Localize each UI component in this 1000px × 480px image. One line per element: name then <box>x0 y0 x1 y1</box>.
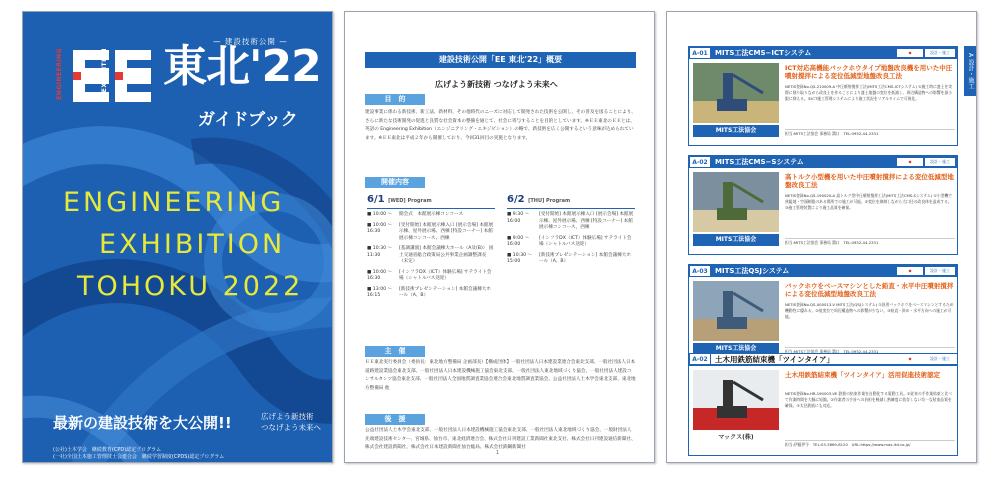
cover-vertical-engineering: ENGINEERING <box>56 48 63 100</box>
card-id: A-01 <box>689 47 711 59</box>
card-category-badge: 設計・施工 <box>925 267 955 275</box>
cover-subtitle: — 建設技術公開 — <box>213 37 288 46</box>
card-description: NETIS登録No.QS-190020-A 高トルク型中圧噴射撹拌工法(MITS工法CMS-Sシステム) ①小型機で狭隘地・空頭制限のある場所での施工が可能。②変位を抑制しながら大口径の改良体を造成する。③施工管理装置により施工品質を確保。 <box>785 193 953 210</box>
card-category-badge: 設計・施工 <box>925 355 955 363</box>
overview-tagline: 広げよう新技術 つなげよう未来へ <box>435 80 558 89</box>
technology-card <box>688 353 958 456</box>
program-item <box>367 223 495 243</box>
day2-heading: 6/2 [THU] Program <box>507 194 571 205</box>
card-subtitle: 土木用鉄筋結束機「ツインタイア」活用促進技術認定 <box>785 371 941 379</box>
company-name: マックス(株) <box>693 432 779 444</box>
program-time: ■ 10:00 〜 <box>367 212 393 217</box>
technology-card <box>688 264 958 364</box>
company-logo-icon: ◆ <box>897 158 923 166</box>
purpose-text: 建設事業に係わる新技術、新工法、新材料、その他時代のニーズに対応して開発された技術を公開し、その普及を図ることにより、さらに新たな技術開発の促進と良質な社会資本の整備を通じて、社会に寄与することを目的としています。※ＥＥ東北のＥＥとは、英語の Engineering Exhibition（エンジニアリング・エキジビション）の略で、新技術を広く公開するという意味が込められています。※ＥＥ東北は平成２年から開催しており、今回31回目の実施となります。 <box>365 110 636 141</box>
catalog-page <box>666 11 977 463</box>
technology-card <box>688 46 958 146</box>
cover-vertical-exhibition: EXHIBITION <box>101 48 108 93</box>
section-support-heading: 後 援 <box>365 414 425 425</box>
program-time: ■ 10:30 〜 11:30 <box>367 246 393 258</box>
program-desc: [受付開始] 本館展示棟入口 [展示会場] 本館展示棟、屋外展示場、西棟 [特設コーナー] 本館展示棟コンコース、西棟 <box>399 222 494 241</box>
card-contact: 担当:MITS工法協会 事務局 溝口 TEL:0952-44-2331 <box>785 347 955 355</box>
program-time: ■ 13:00 〜 16:15 <box>367 286 393 298</box>
card-title: MITS工法CMS−ICTシステム <box>715 49 812 57</box>
program-item <box>507 236 635 249</box>
program-desc: 開会式 本館展示棟コンコース <box>399 212 464 217</box>
program-desc: [新技術プレゼンテーション] 本館会議棟大ホール（A、B） <box>539 252 631 264</box>
cover-page <box>22 11 333 463</box>
card-category-badge: 設計・施工 <box>925 49 955 57</box>
company-logo-icon: ◆ <box>897 267 923 275</box>
overview-page <box>344 11 655 463</box>
company-name: MITS工法協会 <box>693 234 779 246</box>
support-text: 公益社団法人土木学会東北支部、一般社団法人日本建設機械施工協会東北支部、一般社団法人東北地域づくり協会、一般財団法人先端建設技術センター、宮城県、仙台市、東北経済連合会、株式会社日刊建設工業新聞社東北支社、株式会社日刊建設通信新聞社、株式会社建設新聞社、株式会社日本建設新聞社仙台総局、株式会社鉄鋼新聞社 <box>365 428 636 450</box>
host-text: ＥＥ東北実行委員会（委員長：東北地方整備局 企画部長）【構成団体】一般社団法人日本建設業連合会東北支部、一般社団法人日本道路建設業協会東北支部、一般社団法人日本建設機械施工協会東北支部、一般社団法人東北地域づくり協会、一般社団法人建設コンサルタンツ協会東北支部、一般社団法人全国地質調査業協会連合会東北地質調査業協会、公益社団法人土木学会東北支部、東北地方整備局 他 <box>365 360 636 391</box>
card-contact: 担当:MITS工法協会 事務局 溝口 TEL:0952-44-2331 <box>785 129 955 137</box>
program-item <box>507 253 635 266</box>
cover-event-name <box>63 182 303 308</box>
program-item <box>367 246 495 266</box>
day2-program-list <box>507 212 635 270</box>
program-desc: [インフラDX（ICT）体験広場] サテライト会場（シャトルバス送迎） <box>399 269 492 281</box>
card-description: NETIS登録No.HR-190003-VE 鉄筋の結束作業を自動化する電動工具。①従来の手作業結束と比べて作業時間を大幅に短縮。②作業者の手首への負担を軽減し熟練度に依存しない均一な結束品質を確保。③太径鉄筋にも対応。 <box>785 391 953 408</box>
card-header <box>689 265 957 277</box>
cover-line-2: EXHIBITION <box>99 229 286 260</box>
card-header <box>689 156 957 168</box>
category-side-tab: A 設計・施工 <box>964 46 976 96</box>
card-subtitle: 高トルク小型機を用いた中圧噴射撹拌による変位低減型地盤改良工法 <box>785 173 954 189</box>
program-desc: [インフラDX（ICT）体験広場] サテライト会場（シャトルバス送迎） <box>539 235 632 247</box>
card-subtitle: バックホウをベースマシンとした鉛直・水平中圧噴射撹拌による変位低減型地盤改良工法 <box>785 282 954 298</box>
card-header <box>689 47 957 59</box>
cover-footer: (公社)土木学会 継続教育(CPD)認定プログラム (一社)全国土木施工管理技士会連合会 継続学習制度(CPDS)認定プログラム <box>53 447 225 460</box>
section-host-heading: 主 催 <box>365 346 425 357</box>
card-id: A-02 <box>689 156 711 168</box>
card-title: MITS工法CMS−Sシステム <box>715 158 804 166</box>
overview-banner: 建設技術公開「EE 東北'22」概要 <box>365 52 636 68</box>
cover-line-1: ENGINEERING <box>63 187 285 218</box>
card-id: A-03 <box>689 265 711 277</box>
card-id: A-02 <box>689 353 711 365</box>
technology-card <box>688 155 958 255</box>
program-desc: [基調講演] 本館会議棟大ホール（A及(B)） 国土交通省総合政策局公共事業企画調整課長（未定） <box>399 246 494 264</box>
day2-rule <box>507 208 635 209</box>
day1-heading: 6/1 [WED] Program <box>367 194 432 205</box>
product-photo <box>693 63 779 123</box>
card-description: NETIS登録No.QS-000013-V MITS工法(QSJシステム) ①汎用バックホウをベースマシンとするため機動性に優れる。②低変位で周辺構造物への影響が少ない。③鉛直・斜め・水平方向への施工が可能。 <box>785 302 954 319</box>
company-logo-icon: ◆ <box>897 49 923 57</box>
ee-logo-mark <box>65 46 157 106</box>
program-time: ■ 9:30 〜 16:00 <box>507 212 530 224</box>
cover-line-3: TOHOKU 2022 <box>77 271 304 302</box>
section-schedule-heading: 開催内容 <box>365 177 425 188</box>
card-title: MITS工法QSJシステム <box>715 267 790 275</box>
company-name: MITS工法協会 <box>693 125 779 137</box>
product-photo <box>693 172 779 232</box>
program-item <box>507 212 635 232</box>
day1-rule <box>367 208 495 209</box>
card-subtitle: ICT対応高機能バックホウタイプ地盤改良機を用いた中圧噴射撹拌による変位低減型地盤改良工法 <box>785 64 953 80</box>
program-item <box>367 212 495 219</box>
program-time: ■ 10:00 〜 16:30 <box>367 269 393 281</box>
card-description: NETIS登録No.QS-210009-A 中圧噴射撹拌工法(MITS工法CMS-ICTシステム) ①施工時に盛土を実際に削り取りながら改良土を作ることにより盛土地盤の変位を低減し、周辺構造物への影響を最小限に抑える。②ICT施工管理システムにより施工状況をリアルタイムで可視化。 <box>785 84 953 101</box>
cover-guidebook-label: ガイドブック <box>198 110 298 130</box>
product-photo <box>693 281 779 341</box>
program-time: ■ 10:00 〜 16:30 <box>367 222 393 234</box>
program-item <box>367 287 495 300</box>
card-contact: 担当:伊藤伊予 TEL:03-3669-8120 URL:https://www.max-ltd.co.jp/ <box>785 440 955 448</box>
card-category-badge: 設計・施工 <box>925 158 955 166</box>
card-contact: 担当:MITS工法協会 事務局 溝口 TEL:0952-44-2331 <box>785 238 955 246</box>
card-title: 土木用鉄筋結束機「ツインタイア」 <box>715 354 834 364</box>
product-photo <box>693 370 779 430</box>
card-header <box>689 354 957 366</box>
program-desc: [受付開始] 本館展示棟入口 [展示会場] 本館展示棟、屋外展示場、西棟 [特設コーナー] 本館展示棟コンコース、西棟 <box>539 212 634 230</box>
company-name: MITS工法協会 <box>693 343 779 355</box>
cover-logo-title: 東北'22 <box>163 41 321 92</box>
program-time: ■ 10:30 〜 15:00 <box>507 252 533 264</box>
cover-headline: 最新の建設技術を大公開!! <box>53 414 232 432</box>
cover-slogan: 広げよう新技術 つなげよう未来へ <box>261 412 321 432</box>
section-purpose-heading: 目 的 <box>365 94 425 105</box>
program-time: ■ 9:00 〜 16:00 <box>507 235 530 247</box>
program-item <box>367 270 495 283</box>
company-logo-icon: ◆ <box>897 355 923 363</box>
program-desc: [新技術プレゼンテーション] 本館会議棟大ホール（A、B） <box>399 286 491 298</box>
page-number: 1 <box>496 450 500 456</box>
day1-program-list <box>367 212 495 304</box>
